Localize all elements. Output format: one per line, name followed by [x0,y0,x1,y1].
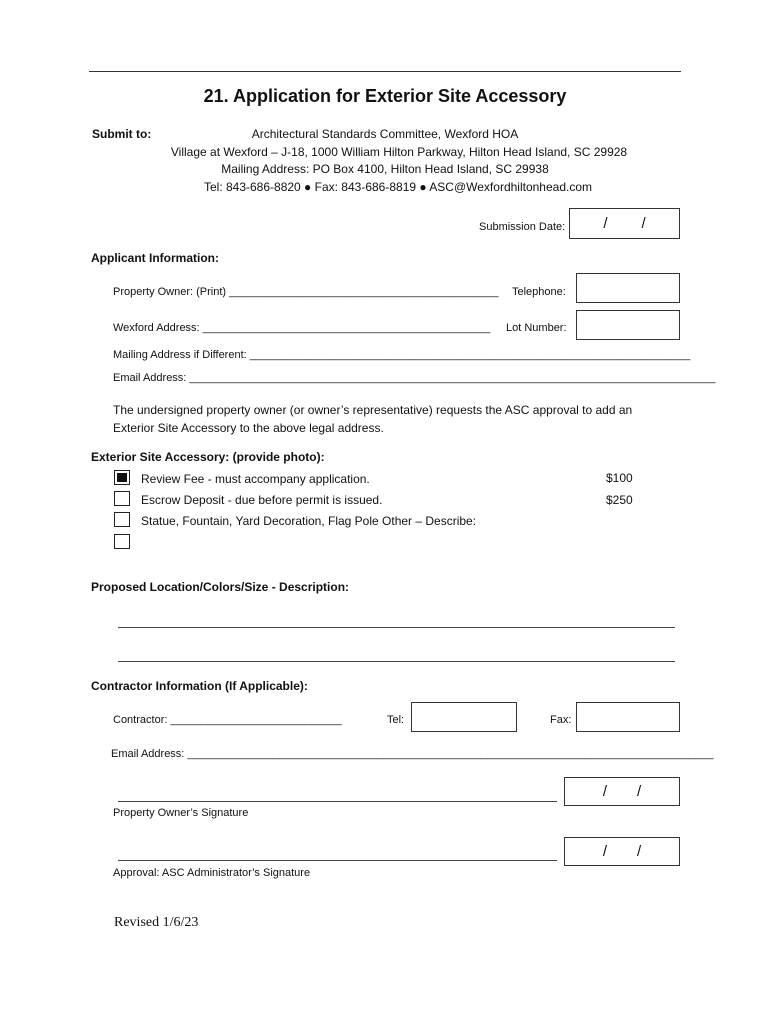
owner-signature-line[interactable] [118,801,557,802]
statement-line-1: The undersigned property owner (or owner’s representative) requests the ASC approval to add an [113,403,633,417]
contractor-email-field[interactable]: Email Address: ______________________________________________________________________________________ [111,748,714,760]
accessory-heading: Exterior Site Accessory: (provide photo): [91,450,325,464]
fax-label: Fax: [550,714,572,726]
wexford-address-field[interactable]: Wexford Address: _______________________________________________ [113,322,491,334]
page-title: 21. Application for Exterior Site Accessory [203,86,567,106]
submission-date-field[interactable] [569,208,680,239]
date-separator: / [602,843,607,860]
owner-signature-date-field[interactable] [564,777,680,806]
description-line-2[interactable] [118,661,675,662]
accessory-type-checkbox[interactable] [114,512,130,527]
address-line-1: Architectural Standards Committee, Wexford HOA [251,127,519,141]
date-separator: / [641,215,646,232]
description-line-1[interactable] [118,627,675,628]
submission-date-label: Submission Date: [479,221,566,233]
approval-signature-date-field[interactable] [564,837,680,866]
accessory-type-label: Statue, Fountain, Yard Decoration, Flag Pole Other – Describe: [141,514,477,528]
submit-to-label: Submit to: [92,127,152,141]
telephone-field[interactable] [576,273,680,303]
tel-label: Tel: [387,714,405,726]
contractor-fax-field[interactable] [576,702,680,732]
email-address-field[interactable]: Email Address: ______________________________________________________________________________________ [113,372,716,384]
contractor-heading: Contractor Information (If Applicable): [91,679,308,693]
address-line-3: Mailing Address: PO Box 4100, Hilton Head Island, SC 29938 [221,162,549,176]
contractor-tel-field[interactable] [411,702,517,732]
description-heading: Proposed Location/Colors/Size - Description: [91,580,350,594]
contractor-field[interactable]: Contractor: ____________________________ [113,714,342,726]
other-checkbox[interactable] [114,534,130,549]
date-separator: / [603,215,608,232]
date-separator: / [602,783,607,800]
telephone-label: Telephone: [512,286,566,298]
lot-number-label: Lot Number: [506,322,567,334]
approval-signature-label: Approval: ASC Administrator’s Signature [113,867,311,879]
date-separator: / [637,843,642,860]
review-fee-label: Review Fee - must accompany application. [141,472,370,486]
review-fee-amount: $100 [606,471,633,485]
address-line-4: Tel: 843-686-8820 ● Fax: 843-686-8819 ● ASC@Wexfordhiltonhead.com [203,180,592,194]
escrow-deposit-checkbox[interactable] [114,491,130,506]
approval-signature-line[interactable] [118,860,557,861]
date-separator: / [637,783,642,800]
revision-date: Revised 1/6/23 [114,915,199,930]
lot-number-field[interactable] [576,310,680,340]
review-fee-checkbox[interactable] [114,470,130,485]
applicant-heading: Applicant Information: [91,251,219,265]
top-rule [89,71,681,72]
property-owner-field[interactable]: Property Owner: (Print) ____________________________________________ [113,286,499,298]
owner-signature-label: Property Owner’s Signature [113,807,249,819]
statement-line-2: Exterior Site Accessory to the above legal address. [113,421,384,435]
escrow-deposit-label: Escrow Deposit - due before permit is issued. [141,493,383,507]
address-line-2: Village at Wexford – J-18, 1000 William Hilton Parkway, Hilton Head Island, SC 29928 [170,145,628,159]
escrow-deposit-amount: $250 [606,493,633,507]
mailing-address-field[interactable]: Mailing Address if Different: ________________________________________________________________________ [113,349,691,361]
